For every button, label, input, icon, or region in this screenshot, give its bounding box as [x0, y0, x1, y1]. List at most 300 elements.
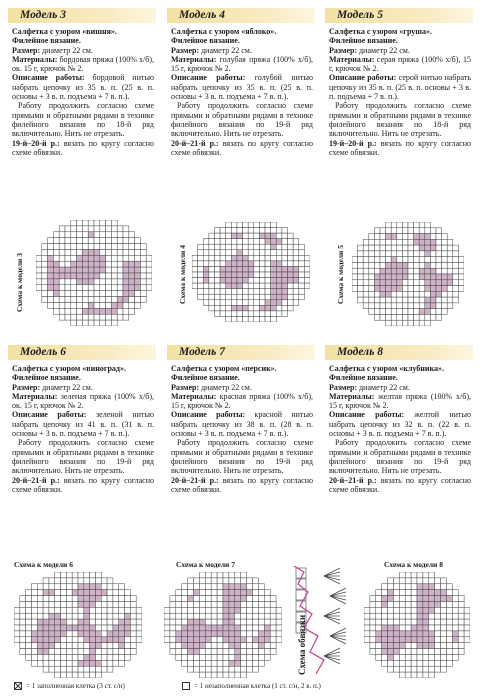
- chart-cell: [452, 590, 458, 596]
- chart-cell: [94, 279, 100, 285]
- chart-cell: [205, 601, 211, 607]
- chart-cell: [376, 649, 382, 655]
- chart-cell: [226, 305, 232, 311]
- chart-cell: [237, 222, 243, 228]
- line-text: диаметр 22 см.: [357, 382, 410, 392]
- chart-cell: [237, 244, 243, 250]
- chart-cell: [71, 308, 77, 314]
- chart-cell: [402, 234, 408, 240]
- chart-cell: [95, 590, 101, 596]
- chart-cell: [235, 607, 241, 613]
- chart-cell: [129, 285, 135, 291]
- line-text: желтой нитью набрать цепочку из 32 в. п. (22 в. п. основы + 3 в. п. подъема + 7 в. п.).: [329, 410, 471, 439]
- chart-cell: [94, 314, 100, 320]
- chart-cell: [264, 649, 270, 655]
- chart-cell: [37, 625, 43, 631]
- chart-cell: [214, 250, 220, 256]
- chart-cell: [425, 239, 431, 245]
- chart-cell: [393, 584, 399, 590]
- chart-cell: [429, 672, 435, 678]
- chart-cell: [254, 239, 260, 245]
- chart-cell: [194, 649, 200, 655]
- chart-cell: [436, 234, 442, 240]
- chart-cell: [397, 280, 403, 286]
- chart-cell: [123, 238, 129, 244]
- chart-cell: [220, 244, 226, 250]
- chart-cell: [14, 631, 20, 637]
- chart-cell: [441, 631, 447, 637]
- chart-cell: [223, 672, 229, 678]
- chart-cell: [446, 654, 452, 660]
- chart-cell: [90, 584, 96, 590]
- chart-cell: [129, 308, 135, 314]
- chart-cell: [352, 286, 358, 292]
- chart-cell: [107, 619, 113, 625]
- chart-cell: [77, 226, 83, 232]
- chart-cell: [65, 267, 71, 273]
- chart-cell: [282, 250, 288, 256]
- chart-cell: [248, 283, 254, 289]
- model-5-line: [329, 55, 471, 74]
- chart-cell: [243, 294, 249, 300]
- chart-cell: [253, 590, 259, 596]
- chart-cell: [265, 289, 271, 295]
- chart-edging-label: Схема обвязки: [297, 614, 307, 675]
- chart-cell: [101, 660, 107, 666]
- chart-cell: [265, 294, 271, 300]
- chart-cell: [20, 601, 26, 607]
- chart-cell: [253, 643, 259, 649]
- chart-cell: [123, 279, 129, 285]
- chart-cell: [82, 314, 88, 320]
- chart-cell: [408, 280, 414, 286]
- chart-cell: [253, 666, 259, 672]
- chart-cell: [370, 619, 376, 625]
- chart-cell: [370, 649, 376, 655]
- chart-cell: [248, 289, 254, 295]
- chart-cell: [176, 643, 182, 649]
- chart-cell: [237, 233, 243, 239]
- chart-cell: [49, 649, 55, 655]
- chart-cell: [402, 251, 408, 257]
- chart-cell: [271, 233, 277, 239]
- chart-cell: [140, 297, 146, 303]
- line-bold: Размер:: [12, 382, 41, 392]
- chart-cell: [20, 649, 26, 655]
- chart-cell: [61, 649, 67, 655]
- model-4-text: [167, 23, 315, 157]
- chart-cell: [53, 308, 59, 314]
- chart-cell: [31, 613, 37, 619]
- chart-cell: [241, 613, 247, 619]
- chart-cell: [386, 291, 392, 297]
- chart-cell: [363, 291, 369, 297]
- chart-cell: [237, 250, 243, 256]
- chart-cell: [369, 291, 375, 297]
- line-text: диаметр 22 см.: [199, 45, 252, 55]
- chart-cell: [78, 643, 84, 649]
- chart-cell: [111, 279, 117, 285]
- chart-cell: [241, 584, 247, 590]
- chart-cell: [458, 596, 464, 602]
- chart-cell: [88, 238, 94, 244]
- chart-cell: [78, 654, 84, 660]
- chart-cell: [72, 625, 78, 631]
- chart-cell: [417, 590, 423, 596]
- chart-cell: [376, 654, 382, 660]
- chart-cell: [214, 272, 220, 278]
- chart-cell: [382, 637, 388, 643]
- chart-cell: [374, 262, 380, 268]
- chart-cell: [231, 272, 237, 278]
- chart-cell: [241, 672, 247, 678]
- model-5-line: [329, 73, 471, 101]
- chart-cell: [293, 300, 299, 306]
- chart-cell: [393, 613, 399, 619]
- chart-cell: [117, 232, 123, 238]
- chart-cell: [248, 222, 254, 228]
- chart-cell: [66, 596, 72, 602]
- chart-cell: [271, 311, 277, 317]
- chart-cell: [414, 234, 420, 240]
- chart-cell: [352, 257, 358, 263]
- chart-cell: [399, 654, 405, 660]
- chart-cell: [194, 631, 200, 637]
- chart-cell: [391, 297, 397, 303]
- chart-cell: [113, 649, 119, 655]
- chart-cell: [391, 286, 397, 292]
- chart-cell: [430, 245, 436, 251]
- chart-cell: [53, 285, 59, 291]
- chart-cell: [209, 266, 215, 272]
- chart-cell: [48, 244, 54, 250]
- chart-cell: [226, 266, 232, 272]
- chart-cell: [254, 266, 260, 272]
- model-6-line: [12, 392, 154, 411]
- chart-cell: [408, 239, 414, 245]
- chart-cell: [43, 596, 49, 602]
- chart-cell: [458, 619, 464, 625]
- chart-cell: [203, 283, 209, 289]
- chart-cell: [380, 268, 386, 274]
- model-8-line: [329, 410, 471, 438]
- chart-cell: [276, 255, 282, 261]
- chart-cell: [95, 584, 101, 590]
- chart-cell: [66, 672, 72, 678]
- chart-cell: [71, 238, 77, 244]
- chart-cell: [205, 666, 211, 672]
- chart-cell: [106, 238, 112, 244]
- chart-cell: [226, 316, 232, 322]
- chart-cell: [229, 625, 235, 631]
- chart-cell: [101, 654, 107, 660]
- chart-cell: [100, 302, 106, 308]
- chart-cell: [182, 660, 188, 666]
- chart-cell: [14, 637, 20, 643]
- chart-cell: [65, 261, 71, 267]
- chart-cell: [31, 584, 37, 590]
- chart-cell: [123, 273, 129, 279]
- chart-cell: [198, 283, 204, 289]
- chart-cell: [435, 660, 441, 666]
- chart-cell: [129, 232, 135, 238]
- chart-cell: [411, 601, 417, 607]
- chart-cell: [72, 637, 78, 643]
- chart-cell: [170, 613, 176, 619]
- model-3-line: [12, 73, 154, 101]
- line-bold: Салфетка с узором «яблоко».: [171, 27, 277, 36]
- chart-cell: [430, 268, 436, 274]
- chart-cell: [129, 238, 135, 244]
- chart-cell: [391, 222, 397, 228]
- chart-cell: [188, 584, 194, 590]
- chart-cell: [391, 262, 397, 268]
- chart-cell: [101, 596, 107, 602]
- chart-cell: [414, 274, 420, 280]
- chart-cell: [123, 302, 129, 308]
- chart-cell: [71, 291, 77, 297]
- chart-cell: [125, 607, 131, 613]
- chart-cell: [82, 291, 88, 297]
- chart-cell: [223, 637, 229, 643]
- chart-cell: [66, 660, 72, 666]
- chart-cell: [229, 619, 235, 625]
- chart-cell: [393, 643, 399, 649]
- chart-cell: [446, 649, 452, 655]
- chart-cell: [248, 278, 254, 284]
- chart-cell: [48, 255, 54, 261]
- chart-cell: [217, 572, 223, 578]
- chart-cell: [299, 266, 305, 272]
- chart-cell: [78, 572, 84, 578]
- chart-cell: [282, 294, 288, 300]
- chart-cell: [100, 291, 106, 297]
- chart-cell: [49, 590, 55, 596]
- model-3-line: [12, 27, 154, 36]
- chart-cell: [430, 274, 436, 280]
- chart-cell: [82, 267, 88, 273]
- chart-cell: [447, 280, 453, 286]
- chart-cell: [192, 266, 198, 272]
- chart-cell: [49, 666, 55, 672]
- chart-cell: [123, 244, 129, 250]
- chart-cell: [119, 601, 125, 607]
- chart-cell: [265, 283, 271, 289]
- chart-cell: [248, 261, 254, 267]
- chart-cell: [399, 666, 405, 672]
- chart-cell: [61, 654, 67, 660]
- chart-cell: [411, 631, 417, 637]
- chart-cell: [419, 234, 425, 240]
- chart-cell: [20, 631, 26, 637]
- chart-cell: [31, 590, 37, 596]
- chart-cell: [107, 590, 113, 596]
- chart-cell: [78, 590, 84, 596]
- chart-cell: [77, 232, 83, 238]
- chart-cell: [397, 239, 403, 245]
- chart-cell: [241, 601, 247, 607]
- chart-cell: [199, 637, 205, 643]
- chart-cell: [140, 244, 146, 250]
- line-text: вязать по кругу согласно схеме обвязки.: [12, 138, 154, 157]
- chart-cell: [264, 654, 270, 660]
- chart-cell: [36, 279, 42, 285]
- chart-cell: [223, 631, 229, 637]
- chart-cell: [117, 261, 123, 267]
- chart-cell: [59, 308, 65, 314]
- chart-cell: [402, 314, 408, 320]
- chart-cell: [26, 596, 32, 602]
- chart-cell: [176, 649, 182, 655]
- chart-cell: [430, 234, 436, 240]
- chart-cell: [214, 278, 220, 284]
- chart-cell: [65, 314, 71, 320]
- chart-cell: [43, 584, 49, 590]
- chart-cell: [113, 654, 119, 660]
- line-bold: Филейное вязание.: [12, 36, 81, 46]
- chart-cell: [101, 666, 107, 672]
- chart-cell: [211, 660, 217, 666]
- chart-cell: [411, 625, 417, 631]
- chart-cell: [235, 578, 241, 584]
- chart-cell: [254, 289, 260, 295]
- chart-cell: [388, 613, 394, 619]
- chart-cell: [293, 278, 299, 284]
- chart-cell: [446, 590, 452, 596]
- chart-cell: [36, 267, 42, 273]
- chart-cell: [59, 249, 65, 255]
- chart-cell: [146, 279, 152, 285]
- chart-cell: [205, 607, 211, 613]
- chart-cell: [237, 239, 243, 245]
- chart-cell: [229, 572, 235, 578]
- chart-cell: [399, 619, 405, 625]
- chart-cell: [119, 619, 125, 625]
- chart-cell: [37, 649, 43, 655]
- chart-cell: [72, 613, 78, 619]
- chart-cell: [452, 649, 458, 655]
- chart-cell: [435, 613, 441, 619]
- chart-cell: [82, 297, 88, 303]
- chart-cell: [452, 637, 458, 643]
- chart-cell: [72, 584, 78, 590]
- chart-cell: [429, 666, 435, 672]
- chart-cell: [370, 601, 376, 607]
- chart-cell: [254, 233, 260, 239]
- chart-cell: [435, 607, 441, 613]
- chart-cell: [382, 625, 388, 631]
- chart-cell: [82, 320, 88, 326]
- chart-cell: [78, 660, 84, 666]
- chart-cell: [436, 297, 442, 303]
- chart-cell: [231, 300, 237, 306]
- chart-cell: [129, 244, 135, 250]
- chart-cell: [65, 244, 71, 250]
- chart-cell: [43, 654, 49, 660]
- chart-cell: [26, 625, 32, 631]
- chart-cell: [288, 233, 294, 239]
- chart-model-7: [164, 572, 282, 678]
- chart-cell: [358, 286, 364, 292]
- chart-cell: [205, 572, 211, 578]
- chart-cell: [14, 607, 20, 613]
- chart-cell: [363, 262, 369, 268]
- chart-cell: [107, 607, 113, 613]
- chart-cell: [391, 245, 397, 251]
- chart-cell: [248, 244, 254, 250]
- chart-cell: [123, 261, 129, 267]
- chart-cell: [397, 309, 403, 315]
- chart-cell: [49, 613, 55, 619]
- chart-cell: [243, 228, 249, 234]
- chart-cell: [411, 637, 417, 643]
- chart-cell: [229, 590, 235, 596]
- line-text: вязать по кругу согласно схеме обвязки.: [329, 475, 471, 494]
- chart-cell: [235, 584, 241, 590]
- line-text: вязать по кругу согласно схеме обвязки.: [171, 138, 313, 157]
- edging-fan-stroke: [330, 636, 346, 640]
- line-text: бордовой нитью набрать цепочку из 35 в. п. (25 в. п. основы + 3 в. п. подъема + 7 в. п.).: [12, 73, 154, 102]
- edging-fan-stroke: [324, 612, 340, 616]
- chart-cell: [270, 607, 276, 613]
- chart-cell: [258, 590, 264, 596]
- chart-cell: [188, 590, 194, 596]
- chart-cell: [205, 613, 211, 619]
- chart-model-5-grid: [352, 222, 464, 326]
- chart-cell: [101, 590, 107, 596]
- chart-cell: [90, 631, 96, 637]
- chart-cell: [391, 268, 397, 274]
- chart-cell: [217, 654, 223, 660]
- chart-cell: [397, 251, 403, 257]
- chart-cell: [435, 590, 441, 596]
- chart-cell: [282, 261, 288, 267]
- chart-cell: [402, 257, 408, 263]
- chart-cell: [135, 291, 141, 297]
- chart-cell: [66, 607, 72, 613]
- chart-cell: [205, 590, 211, 596]
- chart-cell: [199, 596, 205, 602]
- chart-cell: [84, 637, 90, 643]
- chart-cell: [136, 625, 142, 631]
- line-bold: Филейное вязание.: [171, 36, 240, 46]
- chart-cell: [111, 302, 117, 308]
- line-bold: Материалы:: [329, 391, 375, 401]
- chart-cell: [408, 245, 414, 251]
- chart-cell: [237, 283, 243, 289]
- chart-cell: [113, 584, 119, 590]
- chart-cell: [101, 643, 107, 649]
- line-text: зеленой нитью набрать цепочку из 41 в. п. (31 в. п. основы + 3 в. п. подъема + 7 в. п.).: [12, 410, 155, 439]
- chart-cell: [65, 273, 71, 279]
- chart-cell: [452, 654, 458, 660]
- chart-cell: [393, 596, 399, 602]
- chart-cell: [419, 303, 425, 309]
- chart-cell: [386, 297, 392, 303]
- chart-cell: [388, 666, 394, 672]
- chart-cell: [209, 239, 215, 245]
- chart-cell: [136, 619, 142, 625]
- chart-cell: [48, 238, 54, 244]
- chart-cell: [271, 228, 277, 234]
- model-7-line: [171, 410, 313, 438]
- line-bold: Салфетка с узором «клубника».: [329, 364, 445, 373]
- chart-cell: [55, 613, 61, 619]
- chart-cell: [217, 672, 223, 678]
- chart-cell: [194, 660, 200, 666]
- chart-cell: [405, 607, 411, 613]
- chart-cell: [358, 245, 364, 251]
